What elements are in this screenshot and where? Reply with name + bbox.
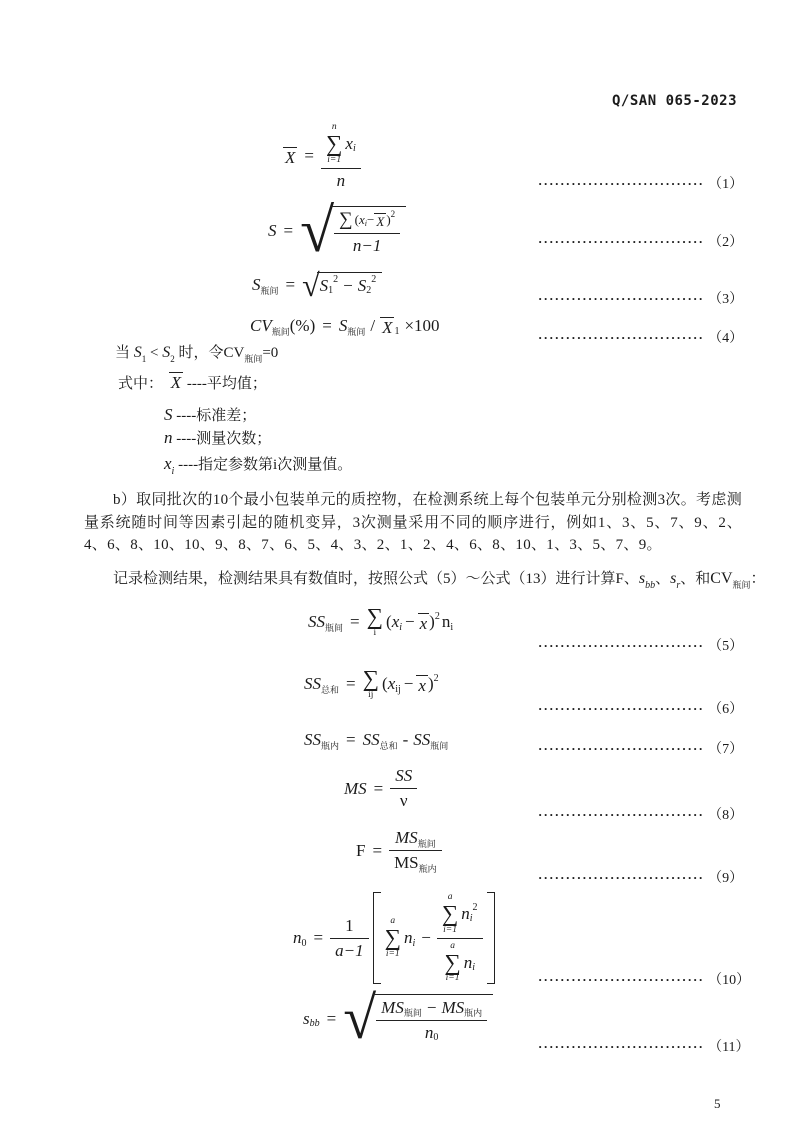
- f1-xbar: X: [285, 147, 296, 167]
- formula-6: [304, 668, 439, 701]
- f6-sum-lower: ij: [368, 689, 374, 700]
- f4-cv-sub: 瓶间: [271, 326, 290, 337]
- leader-dots: ······························: [538, 740, 705, 756]
- f3-s2-sup: 2: [371, 274, 377, 286]
- f4-xbar: X: [382, 317, 393, 337]
- f10-n2-sub: i: [469, 913, 473, 925]
- cond-s2: S: [162, 344, 171, 361]
- document-code-header: Q/SAN 065-2023: [612, 93, 738, 109]
- formula-7-leader: [538, 738, 743, 758]
- f5-xbar: x: [419, 613, 428, 633]
- f2-minus: −: [367, 212, 375, 228]
- f5-minus: −: [405, 612, 415, 632]
- formula-10-number: （10）: [708, 973, 751, 988]
- record-pre: 记录检测结果，检测结果具有数值时，按照公式（5）～公式（13）进行计算F、: [113, 571, 639, 587]
- leader-dots: ······························: [538, 700, 705, 716]
- f6-x-sub: ij: [395, 683, 401, 695]
- f10-sum2-lower: i=1: [443, 924, 457, 935]
- cond-pre: 当: [115, 345, 131, 361]
- formula-2-number: （2）: [708, 235, 744, 250]
- f5-n-sub: i: [450, 621, 454, 633]
- where-line-xbar: [118, 372, 267, 396]
- f4-x-sub: 1: [394, 325, 400, 337]
- formula-8-leader: [538, 804, 743, 824]
- f10-left-bracket: [373, 892, 381, 984]
- f6-lhs: SS: [304, 674, 321, 694]
- f5-sum: [367, 606, 383, 639]
- f10-coef-num: 1: [345, 915, 354, 935]
- f3-s2-sub: 2: [366, 285, 372, 297]
- cond-s2-sub: 2: [170, 354, 175, 364]
- f1-sum: [326, 122, 342, 166]
- f6-xbar: x: [418, 675, 426, 695]
- formula-11-number: （11）: [708, 1040, 750, 1055]
- leader-dots: ······························: [538, 290, 705, 306]
- leader-dots: ······························: [538, 806, 705, 822]
- formula-5: [308, 606, 453, 639]
- leader-dots: ······························: [538, 637, 705, 653]
- f1-denominator: n: [336, 170, 346, 190]
- f9-num: MS: [395, 828, 418, 847]
- f5-lhs: SS: [308, 612, 325, 632]
- record-sr-sub: r: [676, 580, 681, 591]
- f8-fraction: [390, 766, 417, 811]
- f10-lhs: n: [293, 928, 302, 948]
- formula-5-leader: [538, 635, 743, 655]
- f5-x: x: [391, 612, 400, 632]
- f9-num-sub: 瓶间: [417, 838, 436, 849]
- where-s-desc: ----标准差；: [176, 408, 257, 424]
- f11-equals: =: [326, 1008, 337, 1028]
- where-xbar: X: [170, 373, 182, 392]
- f3-equals: =: [285, 275, 296, 295]
- f7-minus: -: [402, 730, 409, 749]
- f8-numerator: SS: [395, 766, 413, 785]
- formula-1-leader: [538, 173, 743, 193]
- f11-ms2: MS: [441, 997, 465, 1017]
- f7-a-sub: 瓶内: [321, 740, 340, 751]
- f8-equals: =: [373, 778, 384, 798]
- leader-dots: ······························: [538, 971, 705, 987]
- f3-s2: S: [357, 275, 367, 295]
- radical-symbol: √: [343, 985, 377, 1051]
- record-cv: CV: [710, 570, 733, 587]
- record-sep1: 、: [655, 571, 671, 587]
- f8-lhs: MS: [344, 778, 367, 798]
- formula-8: [344, 766, 417, 811]
- f3-s1: S: [319, 275, 329, 295]
- f10-coef-fraction: [330, 916, 368, 961]
- formula-8-number: （8）: [708, 808, 744, 823]
- cond-s1-sub: 1: [141, 354, 147, 364]
- f6-open-paren: (: [382, 674, 388, 694]
- f10-sum3-upper: a: [450, 940, 455, 951]
- where-line-n: [164, 427, 271, 451]
- formula-2-leader: [538, 231, 743, 251]
- f4-equals: =: [322, 316, 332, 335]
- leader-dots: ······························: [538, 1038, 705, 1054]
- f10-sum2: [442, 892, 458, 936]
- f5-square: 2: [434, 610, 440, 622]
- where-line-xi: [164, 453, 352, 479]
- f7-equals: =: [346, 730, 356, 749]
- f6-x: x: [387, 674, 396, 694]
- f11-den-sub: 0: [433, 1032, 439, 1044]
- f8-denominator: ν: [399, 791, 408, 810]
- f5-equals: =: [350, 612, 360, 632]
- where-line-s: [164, 404, 256, 428]
- f6-minus: −: [403, 674, 414, 694]
- cond-cv-sub: 瓶间: [244, 354, 263, 364]
- cond-lt: <: [150, 345, 159, 361]
- record-sep2: 、和: [680, 571, 711, 587]
- where-xi-sub: i: [171, 466, 175, 477]
- where-xi: x: [164, 454, 172, 473]
- sigma-symbol: ∑: [384, 925, 401, 951]
- f7-c: SS: [413, 730, 431, 749]
- f4-percent: (%): [289, 316, 316, 335]
- f7-b: SS: [362, 730, 380, 749]
- f10-minus: −: [421, 928, 431, 948]
- f4-cv: CV: [250, 316, 272, 335]
- formula-1-number: （1）: [708, 177, 744, 192]
- f7-b-sub: 总和: [379, 740, 398, 751]
- where-xbar-desc: ----平均值；: [186, 376, 267, 392]
- f9-den: MS: [394, 853, 419, 872]
- f10-sum1-lower: i=1: [385, 949, 400, 960]
- f10-n2: n: [461, 903, 470, 923]
- f2-xbar: X: [376, 213, 385, 229]
- f2-x: x: [359, 212, 365, 228]
- f11-minus: −: [426, 997, 437, 1017]
- record-cv-sub: 瓶间: [732, 580, 751, 590]
- f10-sum2-upper: a: [447, 892, 453, 902]
- sigma-symbol: ∑: [444, 949, 461, 975]
- f11-den: n: [424, 1022, 434, 1042]
- where-n: n: [164, 428, 173, 447]
- cond-mid: 时，令CV: [178, 345, 245, 361]
- sigma-symbol: ∑: [339, 209, 353, 231]
- formula-4-number: （4）: [708, 331, 744, 346]
- formula-5-number: （5）: [708, 639, 744, 654]
- record-sbb-sub: bb: [645, 580, 656, 591]
- formula-9-leader: [538, 867, 743, 887]
- formula-9: [356, 828, 442, 873]
- paragraph-b: b）取同批次的10个最小包装单元的质控物，在检测系统上每个包装单元分别检测3次。考虑测量系统随时间等因素引起的随机变异，3次测量采用不同的顺序进行，例如1、3、5、7、9、2、4、6、8、10、10、9、8、7、6、5、4、3、2、1、2、4、6、8、10、1、3、5、7、9。: [84, 492, 742, 553]
- f7-a: SS: [304, 730, 321, 749]
- f3-sqrt: [302, 267, 382, 303]
- formula-7: [304, 730, 448, 750]
- f2-denominator: n−1: [352, 236, 382, 256]
- f5-x-sub: i: [399, 621, 403, 633]
- where-n-desc: ----测量次数；: [176, 431, 272, 447]
- f1-term-sub: i: [352, 143, 356, 155]
- f2-square: 2: [390, 209, 396, 220]
- f10-sum1-upper: a: [390, 916, 396, 927]
- leader-dots: ······························: [538, 175, 705, 191]
- record-sbb: s: [638, 570, 646, 587]
- f4-slash: /: [370, 316, 376, 335]
- f5-n: n: [441, 612, 451, 632]
- page-number: 5: [714, 1096, 721, 1111]
- formula-6-number: （6）: [708, 702, 744, 717]
- f3-s1-sup: 2: [333, 274, 339, 286]
- formula-6-leader: [538, 698, 743, 718]
- f9-lhs: F: [356, 840, 366, 860]
- f10-n3-sub: i: [472, 962, 476, 974]
- f10-n3: n: [463, 952, 473, 972]
- f11-ms1: MS: [381, 997, 404, 1017]
- f1-fraction: [321, 122, 361, 191]
- f9-den-sub: 瓶内: [418, 863, 437, 874]
- cond-tail: =0: [262, 345, 279, 361]
- where-xi-desc: ----指定参数第i次测量值。: [178, 457, 353, 473]
- formula-9-number: （9）: [708, 871, 744, 886]
- f10-lhs-sub: 0: [301, 937, 307, 949]
- f5-close-paren: ): [429, 612, 435, 632]
- leader-dots: ······························: [538, 869, 705, 885]
- formula-10: [293, 892, 499, 984]
- f10-right-bracket: [487, 892, 495, 984]
- f2-equals: =: [283, 221, 294, 241]
- sigma-symbol: ∑: [441, 900, 459, 926]
- f10-n2-sup: 2: [472, 902, 478, 914]
- leader-dots: ······························: [538, 233, 705, 249]
- formula-1: [283, 122, 361, 191]
- f3-minus: −: [343, 275, 353, 295]
- f10-sum1: [385, 916, 401, 960]
- f6-lhs-sub: 总和: [321, 684, 340, 695]
- condition-line: [115, 342, 278, 366]
- f7-c-sub: 瓶间: [430, 740, 449, 751]
- f6-square: 2: [433, 672, 439, 684]
- f5-lhs-sub: 瓶间: [325, 622, 344, 633]
- f3-lhs: S: [252, 275, 261, 295]
- f11-lhs-sub: bb: [309, 1018, 320, 1030]
- radical-symbol: √: [300, 197, 335, 265]
- f2-fraction: [334, 209, 400, 256]
- formula-4-leader: [538, 327, 743, 347]
- formula-11-leader: [538, 1036, 750, 1056]
- formula-10-leader: [538, 969, 750, 989]
- sigma-symbol: ∑: [325, 130, 343, 156]
- leader-dots: ······························: [538, 329, 705, 345]
- f1-sum-upper: n: [331, 122, 337, 132]
- f4-s-sub: 瓶间: [347, 326, 366, 337]
- f1-sum-lower: i=1: [327, 154, 342, 165]
- where-s: S: [164, 405, 173, 424]
- sigma-symbol: ∑: [362, 666, 380, 691]
- formula-7-number: （7）: [708, 742, 744, 757]
- formula-3: [252, 267, 382, 303]
- formula-4: [250, 316, 440, 336]
- record-tail: ：: [750, 571, 766, 587]
- f10-n1-sub: i: [412, 937, 416, 949]
- f4-s: S: [338, 316, 348, 335]
- paragraph-record: [84, 568, 766, 593]
- f2-open-paren: (: [354, 212, 360, 228]
- formula-2: [268, 197, 406, 265]
- f10-sum3: [444, 941, 460, 985]
- f2-sqrt: [300, 197, 406, 265]
- record-sr: s: [670, 570, 677, 587]
- f2-lhs: S: [268, 221, 277, 241]
- sigma-symbol: ∑: [366, 604, 384, 629]
- f10-sum3-lower: i=1: [445, 973, 460, 984]
- f10-equals: =: [313, 928, 324, 948]
- f3-lhs-sub: 瓶间: [260, 285, 279, 296]
- f6-sum: [363, 668, 379, 701]
- f9-equals: =: [372, 840, 383, 860]
- f6-close-paren: ): [427, 674, 434, 694]
- f11-lhs: s: [303, 1008, 310, 1028]
- cond-s1: S: [133, 344, 142, 361]
- f2-close-paren: ): [386, 212, 391, 228]
- f9-fraction: [389, 828, 442, 873]
- f10-n1: n: [403, 928, 413, 948]
- f6-equals: =: [346, 674, 356, 694]
- f10-inner-fraction: [437, 892, 483, 984]
- formula-3-number: （3）: [708, 292, 744, 307]
- f1-equals: =: [304, 146, 314, 166]
- f5-sum-lower: i: [373, 627, 377, 638]
- f3-s1-sub: 1: [328, 285, 334, 297]
- f4-times-100: ×100: [404, 316, 440, 335]
- f11-ms2-sub: 瓶内: [464, 1008, 483, 1019]
- f11-sqrt: [343, 985, 493, 1051]
- f2-x-sub: i: [364, 218, 368, 228]
- formula-11: [303, 985, 493, 1051]
- f10-coef-den: a−1: [335, 940, 364, 960]
- radical-symbol: √: [302, 267, 320, 303]
- f11-ms1-sub: 瓶间: [403, 1008, 422, 1019]
- f1-term-x: x: [345, 133, 353, 153]
- f5-open-paren: (: [386, 612, 392, 632]
- f11-fraction: [376, 998, 487, 1043]
- formula-3-leader: [538, 288, 743, 308]
- where-label: 式中：: [118, 376, 164, 392]
